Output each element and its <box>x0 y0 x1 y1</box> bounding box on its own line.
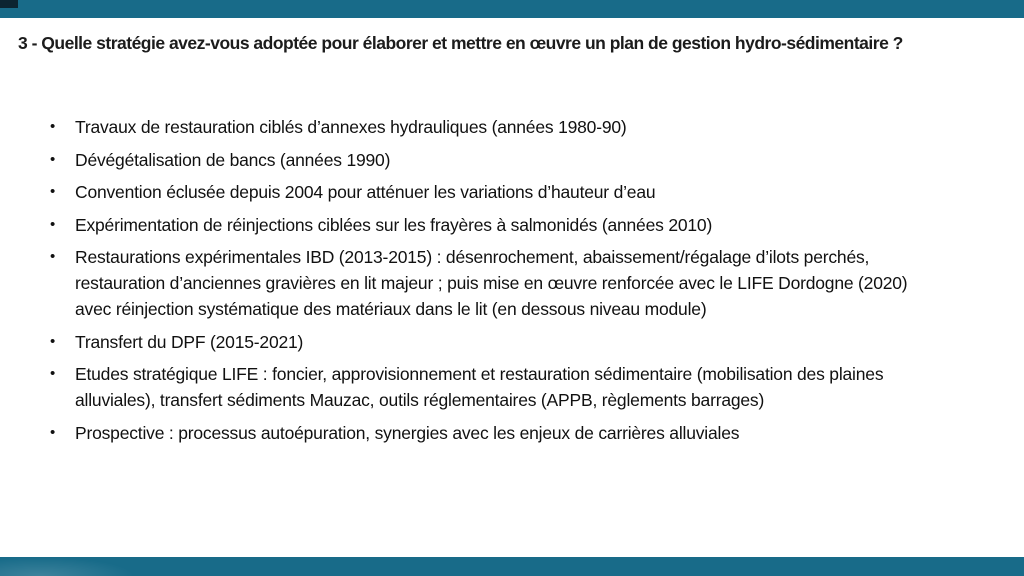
bullet-item <box>48 179 932 205</box>
bullet-item <box>48 361 932 413</box>
bullet-text: Etudes stratégique LIFE : foncier, approvisionnement et restauration sédimentaire (mobilisation des plaines alluviales), transfert sédiments Mauzac, outils réglementaires (APPB, règlements barrages) <box>75 364 884 410</box>
bullet-dot-icon: • <box>50 150 56 168</box>
bullet-text: Convention éclusée depuis 2004 pour atténuer les variations d’hauteur d’eau <box>75 182 656 202</box>
bullet-dot-icon: • <box>50 332 56 350</box>
corner-accent <box>0 0 18 8</box>
bullet-dot-icon: • <box>50 248 56 265</box>
bullet-list <box>48 114 932 452</box>
bullet-item <box>48 114 932 140</box>
bottom-bar-left-sheen <box>0 557 135 576</box>
bullet-dot-icon: • <box>50 183 56 200</box>
bullet-dot-icon: • <box>50 423 56 441</box>
bottom-bar <box>0 557 1024 576</box>
slide-title: 3 - Quelle stratégie avez-vous adoptée pour élaborer et mettre en œuvre un plan de gestion hydro-sédimentaire ? <box>18 33 903 53</box>
bullet-item <box>48 147 932 173</box>
bullet-text: Travaux de restauration ciblés d’annexes hydrauliques (années 1980-90) <box>75 117 627 137</box>
bullet-text: Expérimentation de réinjections ciblées sur les frayères à salmonidés (années 2010) <box>75 214 713 235</box>
bullet-text: Transfert du DPF (2015-2021) <box>75 331 304 352</box>
top-bar <box>0 0 1024 18</box>
bullet-item <box>48 212 932 238</box>
bullet-text: Dévégétalisation de bancs (années 1990) <box>75 149 391 170</box>
bullet-dot-icon: • <box>50 365 56 382</box>
bullet-dot-icon: • <box>50 118 56 135</box>
bullet-item <box>48 244 932 322</box>
bullet-item <box>48 329 932 355</box>
bullet-text: Prospective : processus autoépuration, synergies avec les enjeux de carrières alluviales <box>75 422 740 443</box>
bullet-item <box>48 420 932 446</box>
bullet-dot-icon: • <box>50 215 56 233</box>
bullet-text: Restaurations expérimentales IBD (2013-2015) : désenrochement, abaissement/régalage d’ilots perchés, restauration d’anciennes gravières en lit majeur ; puis mise en œuvre renforcée avec le LIFE Dordogne (2020) avec réinjection systématique des matériaux dans le lit (en dessous niveau module) <box>75 247 908 319</box>
